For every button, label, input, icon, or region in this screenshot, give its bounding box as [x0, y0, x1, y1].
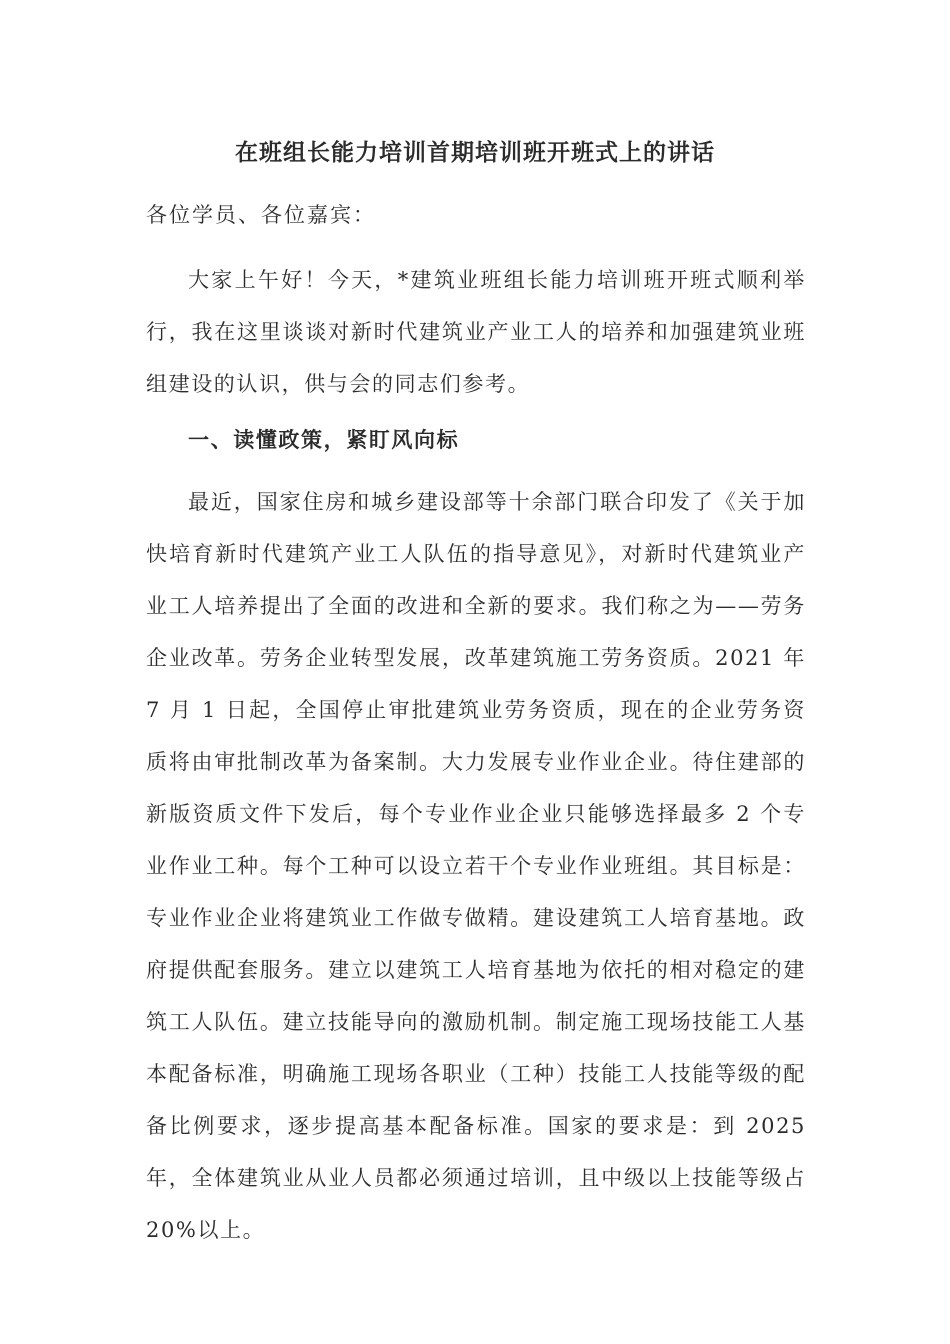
paragraph-opening: 大家上午好！今天，*建筑业班组长能力培训班开班式顺利举行，我在这里谈谈对新时代建筑业产业工人的培养和加强建筑业班组建设的认识，供与会的同志们参考。 [146, 268, 806, 396]
paragraph-policy: 最近，国家住房和城乡建设部等十余部门联合印发了《关于加快培育新时代建筑产业工人队伍的指导意见》，对新时代建筑业产业工人培养提出了全面的改进和全新的要求。我们称之为——劳务企业改革。劳务企业转型发展，改革建筑施工劳务资质。2021 年 7 月 1 日起，全国停止审批建筑业劳务资质，现在的企业劳务资质将由审批制改革为备案制。大力发展专业作业企业。待住建部的新版资质文件下发后，每个专业作业企业只能够选择最多 2 个专业作业工种。每个工种可以设立若干个专业作业班组。其目标是：专业作业企业将建筑业工作做专做精。建设建筑工人培育基地。政府提供配套服务。建立以建筑工人培育基地为依托的相对稳定的建筑工人队伍。建立技能导向的激励机制。制定施工现场技能工人基本配备标准，明确施工现场各职业（工种）技能工人技能等级的配备比例要求，逐步提高基本配备标准。国家的要求是：到 2025 年，全体建筑业从业人员都必须通过培训，且中级以上技能等级占 20%以上。 [146, 490, 806, 1242]
document-title: 在班组长能力培训首期培训班开班式上的讲话 [235, 139, 715, 166]
section-heading-1: 一、读懂政策，紧盯风向标 [188, 427, 460, 452]
salutation: 各位学员、各位嘉宾： [146, 203, 376, 227]
